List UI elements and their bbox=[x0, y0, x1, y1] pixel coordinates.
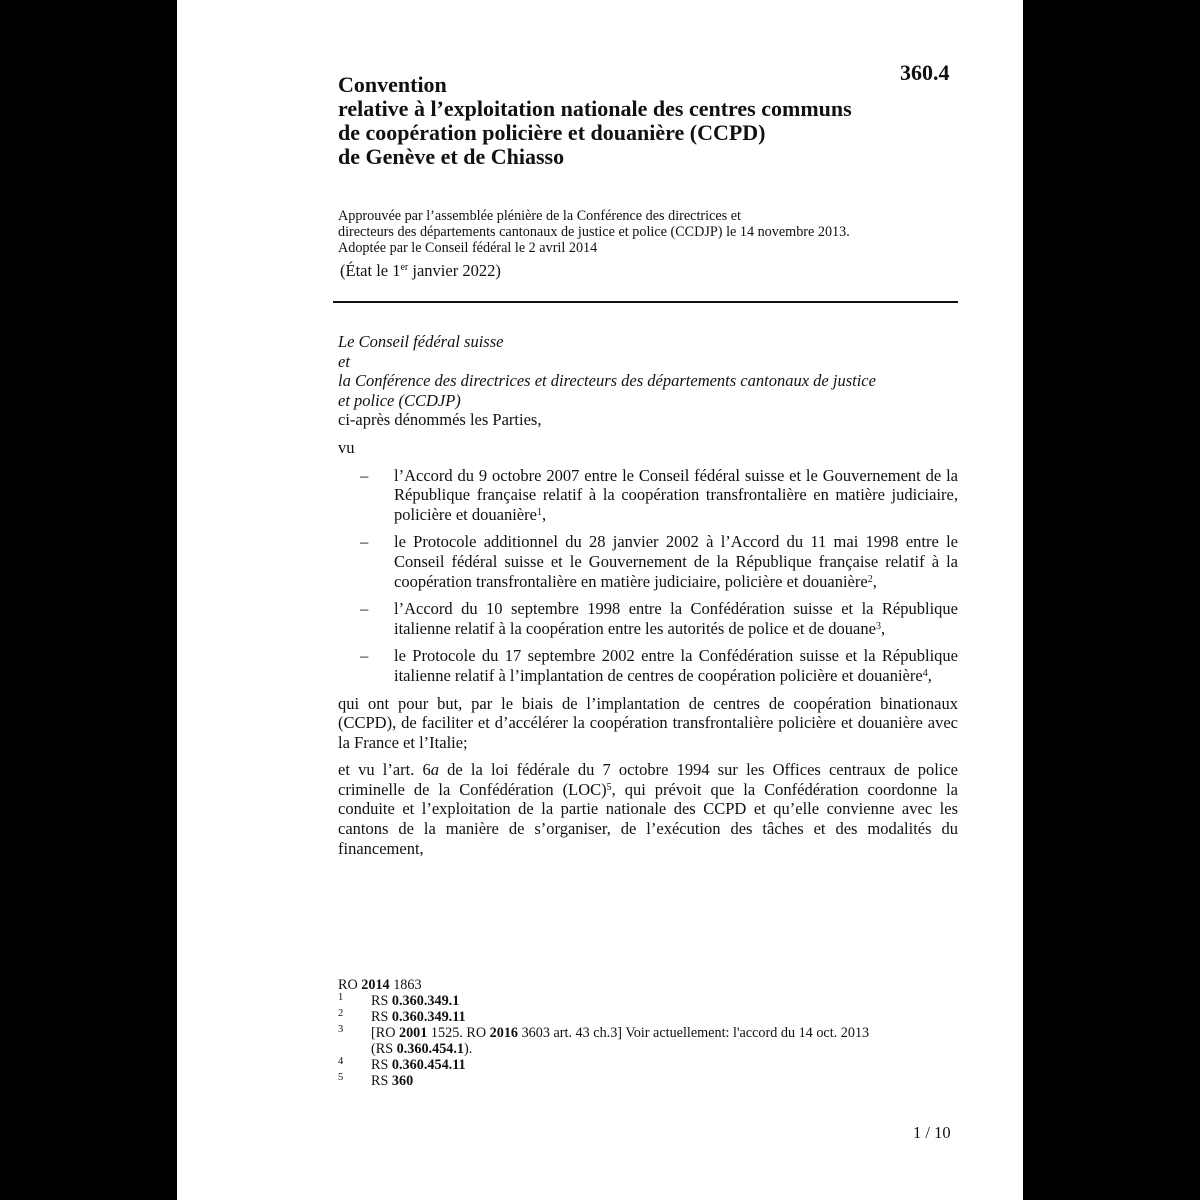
title-line: relative à l’exploitation nationale des centres communs bbox=[338, 96, 852, 121]
fn-bold: 2016 bbox=[489, 1025, 519, 1041]
dash-bullet: – bbox=[360, 599, 369, 619]
art-suffix: , qui prévoit que la Confédération coordonne la conduite et l’exploitation de la partie nationale des CCPD et qu’elle convienne avec les cantons de la manière de s’organiser, de l’exécution des tâches et des modalités du financement, bbox=[338, 779, 958, 858]
punct: , bbox=[927, 665, 932, 685]
approval-line: Adoptée par le Conseil fédéral le 2 avril 2014 bbox=[338, 240, 598, 256]
footnotes bbox=[338, 977, 958, 1089]
title-line: de coopération policière et douanière (CCPD) bbox=[338, 120, 766, 145]
fn-sr-number[interactable]: 0.360.454.1 bbox=[396, 1041, 465, 1057]
header-divider bbox=[333, 301, 958, 303]
vu-label: vu bbox=[338, 437, 355, 457]
fn-text: 1525. RO bbox=[427, 1025, 490, 1041]
fn-prefix: RS bbox=[371, 1057, 392, 1073]
fn-sr-number[interactable]: 0.360.349.11 bbox=[391, 1009, 466, 1025]
ro-year: 2014 bbox=[361, 977, 390, 993]
sr-number: 360.4 bbox=[900, 60, 950, 85]
state-suffix: janvier 2022) bbox=[408, 261, 501, 280]
approval-note bbox=[338, 208, 850, 256]
fn-text: [RO bbox=[371, 1025, 399, 1041]
fn-text: (RS bbox=[371, 1041, 397, 1057]
footnote-number: 4 bbox=[338, 1056, 344, 1067]
art-prefix: et vu l’art. 6 bbox=[338, 760, 431, 780]
list-item-text: le Protocole additionnel du 28 janvier 2002 à l’Accord du 11 mai 1998 entre le Conseil fédéral suisse et le Gouvernement de la République française relatif à la coopération transfrontalière en matière judiciaire, policière et douanière bbox=[394, 532, 958, 591]
footnote-number: 1 bbox=[338, 992, 344, 1003]
list-item bbox=[338, 466, 958, 525]
art-letter: a bbox=[430, 760, 440, 780]
footnote-number: 5 bbox=[338, 1072, 344, 1083]
document-title bbox=[338, 73, 958, 169]
fn-text: 3603 art. 43 ch.3] Voir actuellement: l'accord du 14 oct. 2013 bbox=[518, 1025, 870, 1041]
punct: , bbox=[880, 618, 886, 638]
list-item bbox=[338, 532, 958, 591]
dash-bullet: – bbox=[360, 532, 369, 552]
list-item bbox=[338, 599, 958, 638]
party-swiss-federal-council: Le Conseil fédéral suisse bbox=[338, 332, 504, 351]
footnote-number: 3 bbox=[338, 1024, 344, 1035]
party-ccdjp-line1: la Conférence des directrices et directeurs des départements cantonaux de justice bbox=[338, 371, 876, 391]
fn-sr-number[interactable]: 360 bbox=[391, 1073, 414, 1089]
approval-line: directeurs des départements cantonaux de justice et police (CCDJP) le 14 novembre 2013. bbox=[338, 224, 850, 240]
state-date bbox=[340, 261, 501, 281]
fn-sr-number[interactable]: 0.360.454.11 bbox=[391, 1057, 466, 1073]
list-item bbox=[338, 646, 958, 685]
list-item-text: le Protocole du 17 septembre 2002 entre la Confédération suisse et la République italienne relatif à l’implantation de centres de coopération policière et douanière bbox=[394, 646, 958, 685]
footnote bbox=[338, 1057, 958, 1073]
fn-prefix: RS bbox=[371, 1009, 392, 1025]
footnote-ref[interactable]: 2 bbox=[867, 573, 873, 585]
footnote-ref[interactable]: 5 bbox=[606, 781, 612, 793]
state-prefix: (État le 1 bbox=[340, 261, 401, 280]
preamble bbox=[338, 332, 958, 858]
state-sup: er bbox=[400, 262, 409, 273]
title-line: Convention bbox=[338, 72, 447, 97]
fn-line bbox=[371, 1025, 958, 1041]
fn-bold: 2001 bbox=[398, 1025, 428, 1041]
conjunction: et bbox=[338, 351, 350, 371]
ro-reference bbox=[338, 977, 958, 993]
punct: , bbox=[872, 571, 877, 591]
footnote bbox=[338, 1009, 958, 1025]
page-number: 1 / 10 bbox=[913, 1123, 951, 1142]
fn-text: ). bbox=[464, 1041, 473, 1057]
hereinafter: ci-après dénommés les Parties, bbox=[338, 410, 542, 430]
footnote-number: 2 bbox=[338, 1008, 344, 1019]
punct: , bbox=[541, 504, 547, 524]
footnote bbox=[338, 993, 958, 1009]
ro-page: 1863 bbox=[389, 977, 422, 993]
fn-prefix: RS bbox=[371, 1073, 392, 1089]
document-page bbox=[177, 0, 1023, 1200]
footnote-ref[interactable]: 4 bbox=[922, 667, 928, 679]
list-item-text: l’Accord du 10 septembre 1998 entre la Confédération suisse et la République italienne relatif à la coopération entre les autorités de police et de douane bbox=[394, 599, 958, 638]
party-ccdjp-line2: et police (CCDJP) bbox=[338, 390, 461, 410]
legal-basis-paragraph bbox=[338, 760, 958, 858]
purpose-paragraph: qui ont pour but, par le biais de l’implantation de centres de coopération binationaux (CCPD), de faciliter et d’accélérer la coopération transfrontalière policière et douanière avec la France et l’Italie; bbox=[338, 693, 958, 752]
list-item-text: l’Accord du 9 octobre 2007 entre le Conseil fédéral suisse et le Gouvernement de la République française relatif à la coopération transfrontalière en matière judiciaire, policière et douanière bbox=[394, 465, 958, 524]
footnote-ref[interactable]: 3 bbox=[875, 620, 881, 632]
approval-line: Approuvée par l’assemblée plénière de la Conférence des directrices et bbox=[338, 208, 741, 224]
footnote-ref[interactable]: 1 bbox=[536, 506, 542, 518]
dash-bullet: – bbox=[360, 465, 369, 485]
art-middle: de la loi fédérale du 7 octobre 1994 sur les Offices centraux de police criminelle de la Confédération (LOC) bbox=[338, 760, 959, 799]
fn-sr-number[interactable]: 0.360.349.1 bbox=[391, 993, 460, 1009]
footnote bbox=[338, 1073, 958, 1089]
title-line: de Genève et de Chiasso bbox=[338, 144, 565, 169]
fn-line bbox=[371, 1041, 958, 1057]
footnote bbox=[338, 1025, 958, 1057]
fn-prefix: RS bbox=[371, 993, 392, 1009]
dash-bullet: – bbox=[360, 646, 369, 666]
ro-prefix: RO bbox=[338, 977, 362, 993]
